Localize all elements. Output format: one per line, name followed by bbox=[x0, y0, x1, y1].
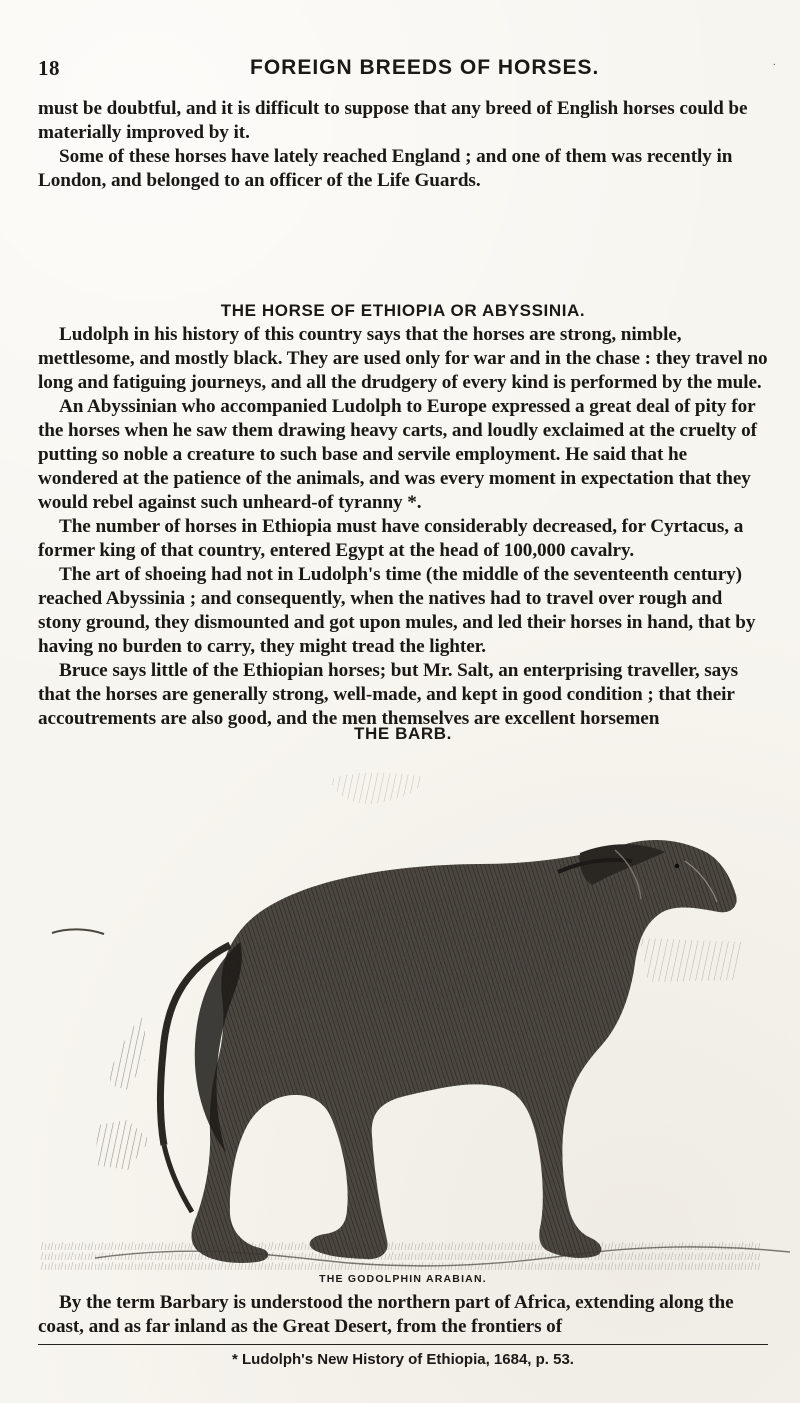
paragraph-8: By the term Barbary is understood the northern part of Africa, extending along the coast, and as far inland as the Great Desert, from the frontiers of bbox=[38, 1292, 734, 1337]
paragraph-6: The art of shoeing had not in Ludolph's time (the middle of the seventeenth century) reached Abyssinia ; and consequently, when the natives had to travel over rough and stony ground, they dismounted and got upon mules, and led their horses in hand, that by having no burden to carry, they might tread the lighter. bbox=[38, 564, 756, 657]
footnote-rule bbox=[38, 1344, 768, 1345]
horse-engraving-icon bbox=[0, 760, 800, 1280]
section-heading-ethiopia: THE HORSE OF ETHIOPIA OR ABYSSINIA. bbox=[220, 301, 586, 320]
paragraph-7: Bruce says little of the Ethiopian horses; but Mr. Salt, an enterprising traveller, says that the horses are generally strong, well-made, and kept in good condition ; that their accoutrements are also good, and the men themselves are excellent horsemen bbox=[38, 660, 739, 729]
paragraph-5: The number of horses in Ethiopia must have considerably decreased, for Cyrtacus, a former king of that country, entered Egypt at the head of 100,000 cavalry. bbox=[38, 516, 744, 561]
opening-text-block bbox=[38, 97, 768, 193]
opening-paragraph: must be doubtful, and it is difficult to suppose that any breed of English horses could be materially improved by it. bbox=[38, 98, 748, 143]
footnote: * Ludolph's New History of Ethiopia, 1684, p. 53. bbox=[232, 1351, 574, 1368]
corner-mark: · bbox=[772, 60, 776, 71]
paragraph-3: Ludolph in his history of this country says that the horses are strong, nimble, mettlesome, and mostly black. They are used only for war and in the chase : they travel no long and fatiguing journeys, and all the drudgery of every kind is performed by the mule. bbox=[38, 324, 768, 393]
page-title: FOREIGN BREEDS OF HORSES. bbox=[250, 56, 600, 79]
ethiopia-text-block bbox=[38, 323, 768, 731]
page-number: 18 bbox=[38, 56, 60, 80]
horse-illustration bbox=[0, 760, 800, 1280]
barb-text-block bbox=[38, 1291, 768, 1339]
figure-caption: THE GODOLPHIN ARABIAN. bbox=[319, 1273, 487, 1285]
paragraph-2: Some of these horses have lately reached England ; and one of them was recently in London, and belonged to an officer of the Life Guards. bbox=[38, 146, 733, 191]
running-header bbox=[38, 56, 776, 84]
paragraph-4: An Abyssinian who accompanied Ludolph to Europe expressed a great deal of pity for the horses when he saw them drawing heavy carts, and loudly exclaimed at the cruelty of putting so noble a creature to such base and servile employment. He said that he wondered at the patience of the animals, and was every moment in expectation that they would rebel against such unheard-of tyranny *. bbox=[38, 396, 757, 513]
section-heading-barb: THE BARB. bbox=[354, 724, 452, 743]
